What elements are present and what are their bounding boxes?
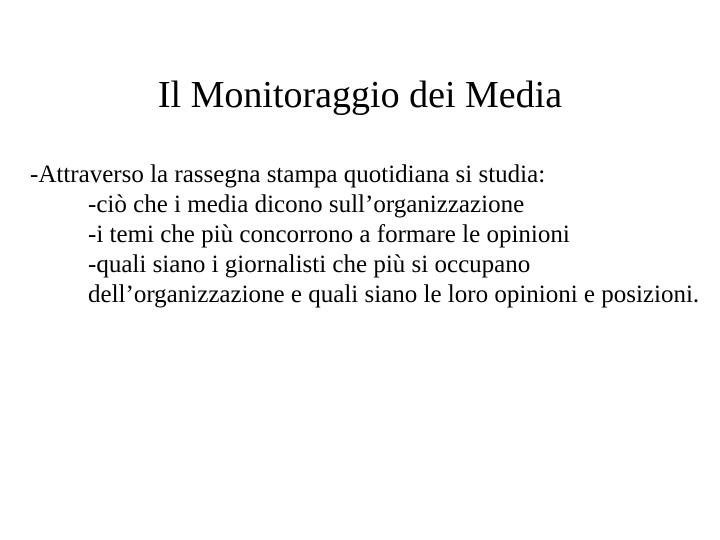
- list-item: -i temi che più concorrono a formare le opinioni: [88, 221, 570, 248]
- list-item: -quali siano i giornalisti che più si occupano dell’organizzazione e quali siano le loro opinioni e posizioni.: [88, 251, 700, 308]
- intro-paragraph: -Attraverso la rassegna stampa quotidiana si studia:: [30, 161, 546, 188]
- list-item: -ciò che i media dicono sull’organizzazione: [88, 191, 525, 218]
- slide-body: [30, 160, 710, 310]
- slide-title: Il Monitoraggio dei Media: [157, 74, 563, 116]
